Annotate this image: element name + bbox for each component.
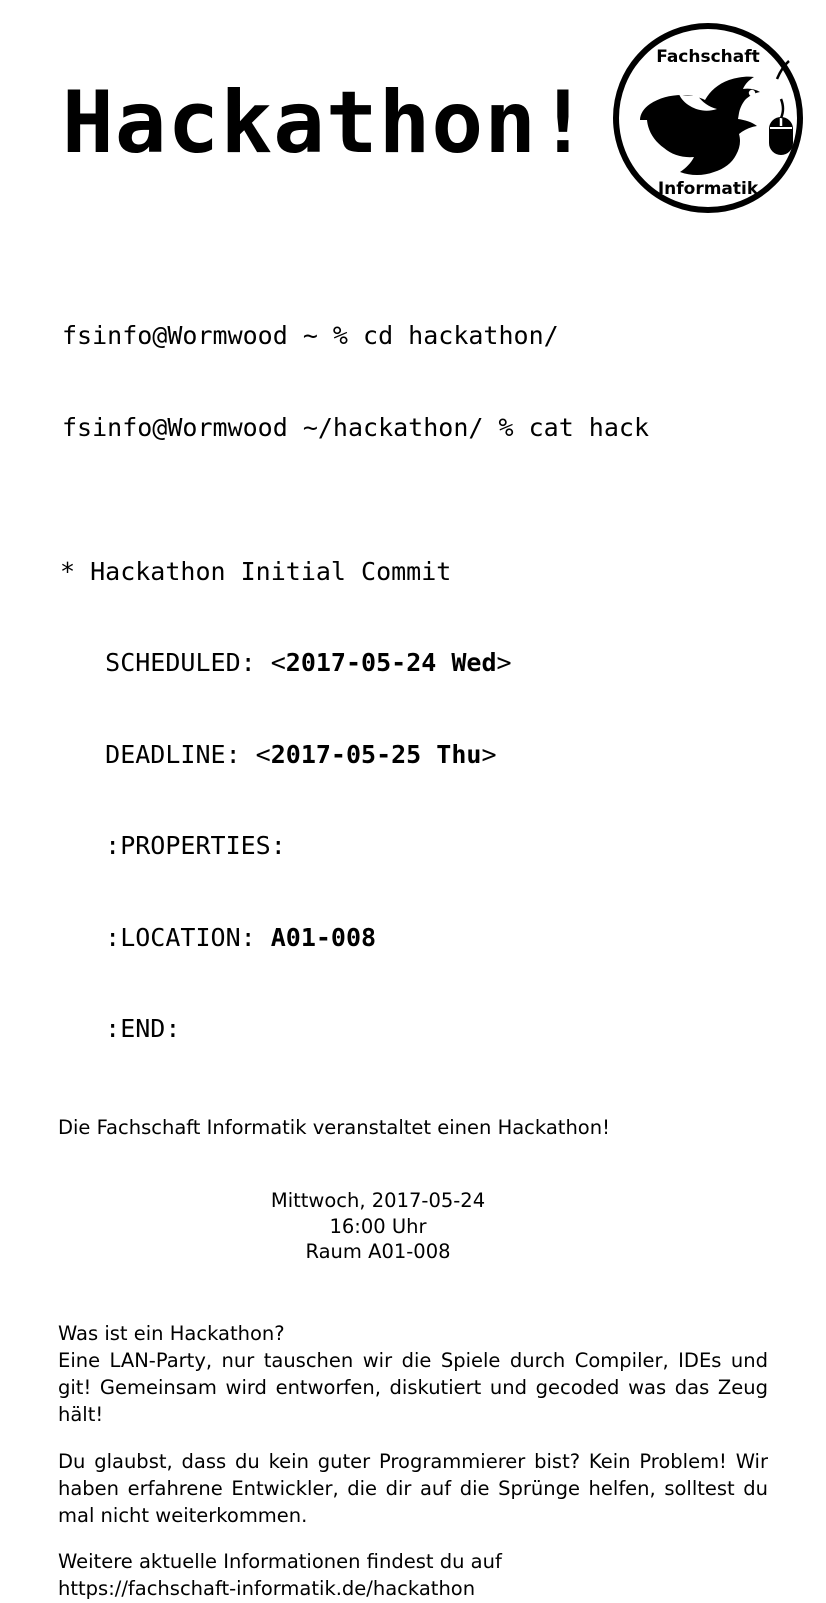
org-scheduled-close: > <box>496 648 512 677</box>
question-text: Was ist ein Hackathon? <box>58 1322 285 1346</box>
org-location-value: A01-008 <box>270 922 377 952</box>
org-scheduled-label: SCHEDULED: < <box>60 648 286 677</box>
org-agenda-block <box>0 496 826 1076</box>
paragraph-gap-2 <box>58 1529 768 1549</box>
description-section <box>58 1321 768 1603</box>
answer-text: Eine LAN-Party, nur tauschen wir die Spiele durch Compiler, IDEs und git! Gemeinsam wird entworfen, diskutiert und gecoded was das Zeug hält! <box>58 1349 768 1426</box>
event-details <box>58 1188 768 1265</box>
event-room: Raum A01-008 <box>305 1240 451 1264</box>
org-deadline-label: DEADLINE: < <box>60 739 271 769</box>
poster-body <box>0 1115 826 1603</box>
poster-header <box>0 0 826 230</box>
fachschaft-logo <box>612 22 804 214</box>
encouragement-text: Du glaubst, dass du kein guter Programmierer bist? Kein Problem! Wir haben erfahrene Entwickler, die dir auf die Sprünge helfen, solltest du mal nicht weiterkommen. <box>58 1449 768 1527</box>
org-heading: * Hackathon Initial Commit <box>60 556 452 586</box>
logo-bottom-text: Informatik <box>657 179 759 199</box>
paragraph-gap-1 <box>58 1429 768 1449</box>
org-deadline-line <box>60 740 826 771</box>
org-scheduled-value: 2017-05-24 Wed <box>285 648 497 677</box>
more-info-text: Weitere aktuelle Informationen findest du auf <box>58 1550 502 1574</box>
org-scheduled-line <box>60 648 826 679</box>
terminal-line-2: fsinfo@Wormwood ~/hackathon/ % cat hack <box>62 412 649 442</box>
terminal-block <box>0 260 826 474</box>
org-location-label: :LOCATION: <box>60 922 271 952</box>
terminal-line-1: fsinfo@Wormwood ~ % cd hackathon/ <box>62 321 559 350</box>
intro-text: Die Fachschaft Informatik veranstaltet einen Hackathon! <box>58 1116 610 1139</box>
org-deadline-value: 2017-05-25 Thu <box>270 739 482 769</box>
logo-top-text: Fachschaft <box>656 47 760 67</box>
page-title: Hackathon! <box>62 73 590 173</box>
website-url[interactable]: https://fachschaft-informatik.de/hackathon <box>58 1577 476 1601</box>
org-location-line <box>60 923 826 954</box>
org-deadline-close: > <box>481 739 497 769</box>
event-time: 16:00 Uhr <box>329 1214 427 1238</box>
org-end-line: :END: <box>60 1014 181 1043</box>
event-date: Mittwoch, 2017-05-24 <box>270 1188 486 1212</box>
org-properties-line: :PROPERTIES: <box>60 831 286 860</box>
